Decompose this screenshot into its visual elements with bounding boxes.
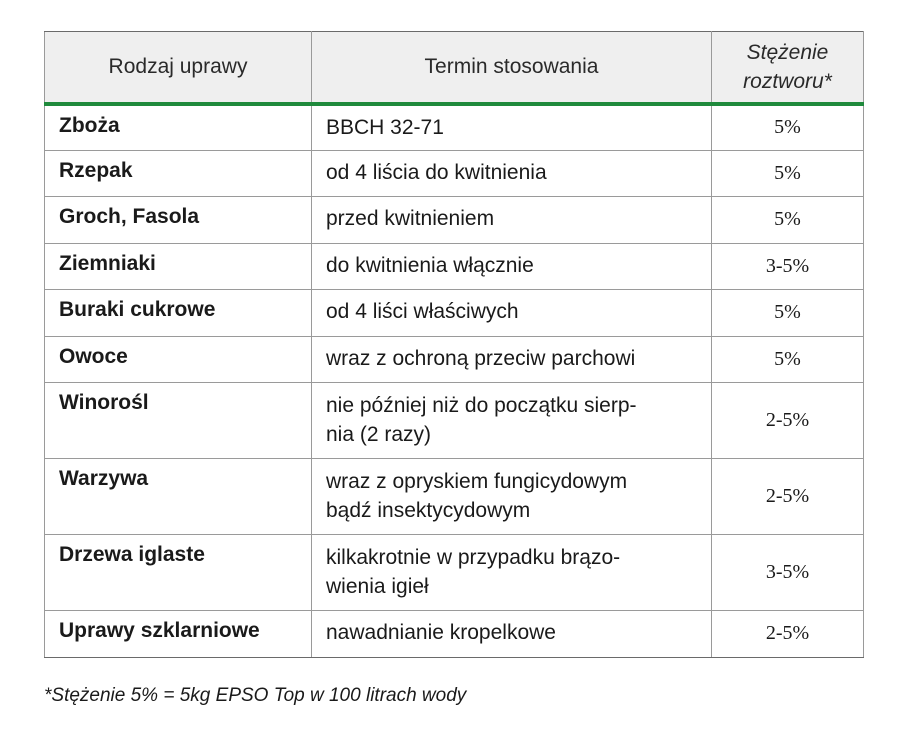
- header-concentration-line2: roztworu*: [743, 69, 832, 93]
- crop-cell: Drzewa iglaste: [45, 535, 312, 611]
- header-solution-concentration: [712, 32, 864, 104]
- concentration-cell: 5%: [712, 290, 864, 337]
- term-cell: do kwitnienia włącznie: [312, 243, 712, 290]
- header-crop-type: Rodzaj uprawy: [45, 32, 312, 104]
- table-row: [45, 611, 864, 658]
- term-line: nie później niż do początku sierp-: [326, 394, 637, 417]
- crop-cell: Rzepak: [45, 150, 312, 197]
- concentration-cell: 3-5%: [712, 243, 864, 290]
- table-row: [45, 336, 864, 383]
- table-row: [45, 150, 864, 197]
- crop-cell: Groch, Fasola: [45, 197, 312, 244]
- concentration-cell: 2-5%: [712, 459, 864, 535]
- crop-cell: Winorośl: [45, 383, 312, 459]
- term-cell: BBCH 32-71: [312, 104, 712, 151]
- concentration-cell: 2-5%: [712, 611, 864, 658]
- term-line: wienia igieł: [326, 575, 429, 598]
- concentration-cell: 5%: [712, 336, 864, 383]
- concentration-cell: 2-5%: [712, 383, 864, 459]
- term-cell: od 4 liścia do kwitnienia: [312, 150, 712, 197]
- table-row: [45, 383, 864, 459]
- term-line: kilkakrotnie w przypadku brązo-: [326, 546, 621, 569]
- crop-cell: Owoce: [45, 336, 312, 383]
- term-cell: [312, 535, 712, 611]
- term-line: nia (2 razy): [326, 423, 432, 446]
- concentration-cell: 5%: [712, 197, 864, 244]
- crop-cell: Zboża: [45, 104, 312, 151]
- header-concentration-line1: Stężenie: [746, 40, 829, 64]
- header-application-time: Termin stosowania: [312, 32, 712, 104]
- term-cell: przed kwitnieniem: [312, 197, 712, 244]
- table-row: [45, 104, 864, 151]
- crop-cell: Buraki cukrowe: [45, 290, 312, 337]
- crop-cell: Uprawy szklarniowe: [45, 611, 312, 658]
- concentration-cell: 3-5%: [712, 535, 864, 611]
- concentration-cell: 5%: [712, 150, 864, 197]
- application-table: [44, 31, 864, 658]
- crop-cell: Ziemniaki: [45, 243, 312, 290]
- table-row: [45, 535, 864, 611]
- table-row: [45, 459, 864, 535]
- concentration-cell: 5%: [712, 104, 864, 151]
- footnote: *Stężenie 5% = 5kg EPSO Top w 100 litrach wody: [44, 685, 467, 706]
- crop-cell: Warzywa: [45, 459, 312, 535]
- term-cell: [312, 383, 712, 459]
- table-row: [45, 290, 864, 337]
- application-table-wrapper: [44, 31, 863, 658]
- term-cell: wraz z ochroną przeciw parchowi: [312, 336, 712, 383]
- term-line: wraz z opryskiem fungicydowym: [326, 470, 628, 493]
- term-cell: [312, 459, 712, 535]
- term-line: bądź insektycydowym: [326, 499, 531, 522]
- term-cell: od 4 liści właściwych: [312, 290, 712, 337]
- table-row: [45, 197, 864, 244]
- term-cell: nawadnianie kropelkowe: [312, 611, 712, 658]
- table-row: [45, 243, 864, 290]
- table-header-row: [45, 32, 864, 104]
